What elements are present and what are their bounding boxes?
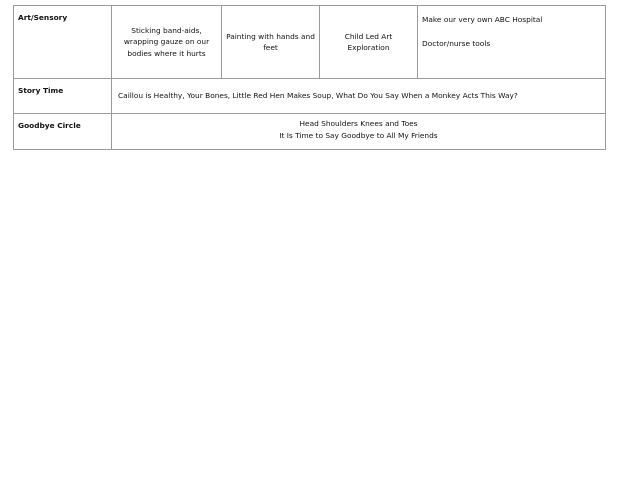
goodbye-song-2: It Is Time to Say Goodbye to All My Friends — [279, 130, 438, 140]
row-label-art-sensory: Art/Sensory — [14, 6, 112, 79]
art-activity-bandaids: Sticking band-aids, wrapping gauze on our bodies where it hurts — [112, 6, 222, 79]
art-activity-hospital — [418, 6, 606, 79]
story-time-books: Caillou is Healthy, Your Bones, Little Red Hen Makes Soup, What Do You Say When a Monkey Acts This Way? — [112, 79, 606, 114]
table-row-goodbye-circle — [14, 114, 606, 150]
hospital-line-1: Make our very own ABC Hospital — [422, 15, 543, 24]
table-row-art-sensory — [14, 6, 606, 79]
art-activity-painting: Painting with hands and feet — [222, 6, 320, 79]
line-gap — [422, 26, 602, 38]
hospital-line-2: Doctor/nurse tools — [422, 38, 491, 48]
goodbye-song-1: Head Shoulders Knees and Toes — [299, 119, 418, 128]
row-label-goodbye-circle: Goodbye Circle — [14, 114, 112, 150]
art-activity-child-led: Child Led Art Exploration — [320, 6, 418, 79]
row-label-story-time: Story Time — [14, 79, 112, 114]
goodbye-songs — [112, 114, 606, 150]
activity-schedule-table — [13, 5, 606, 150]
table-row-story-time — [14, 79, 606, 114]
